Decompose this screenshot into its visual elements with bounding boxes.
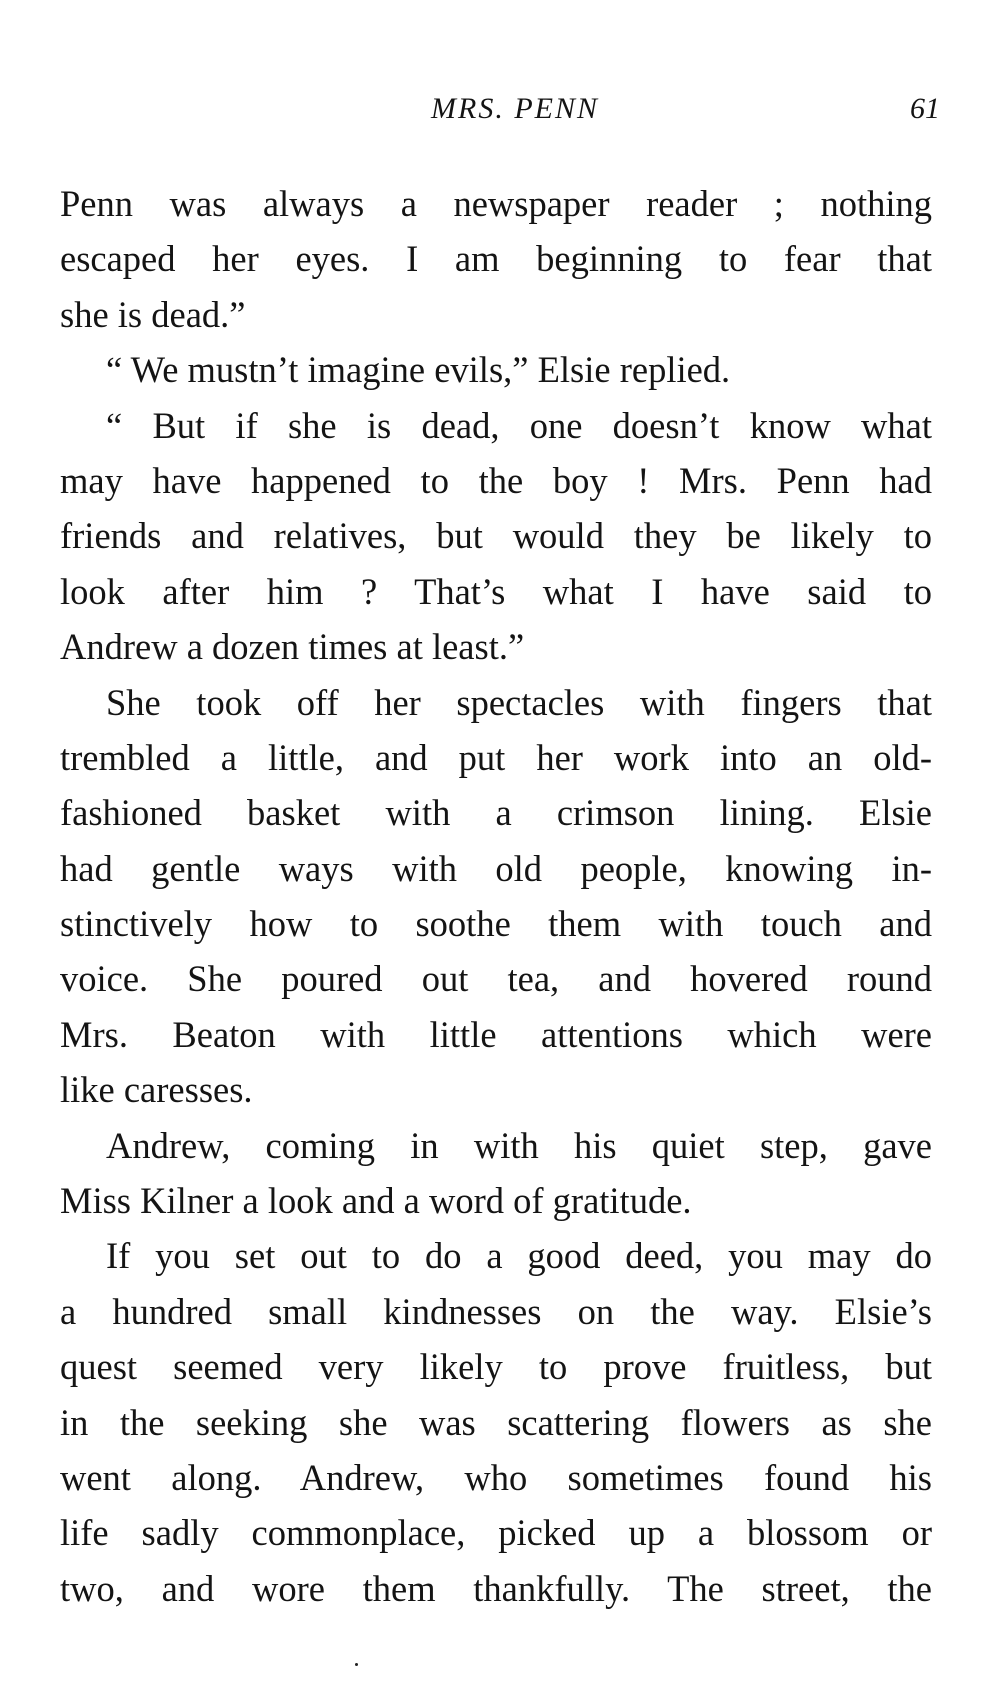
running-title: MRS. PENN — [431, 92, 599, 125]
text-line: “ But if she is dead, one doesn’t know what — [106, 404, 932, 446]
text-line: Miss Kilner a look and a word of gratitude. — [60, 1180, 692, 1222]
text-line: like caresses. — [60, 1069, 253, 1111]
text-line: Penn was always a newspaper reader ; nothing — [60, 183, 932, 224]
text-line: If you set out to do a good deed, you may do — [106, 1235, 932, 1277]
text-line: a hundred small kindnesses on the way. Elsie’s — [60, 1290, 932, 1332]
text-line: quest seemed very likely to prove fruitless, but — [60, 1346, 932, 1388]
text-line: Mrs. Beaton with little attentions which were — [60, 1013, 932, 1055]
text-line: life sadly commonplace, picked up a blossom or — [60, 1512, 932, 1554]
text-line: look after him ? That’s what I have said to — [60, 570, 932, 612]
text-line: Andrew a dozen times at least.” — [60, 626, 525, 668]
text-line: fashioned basket with a crimson lining. Elsie — [60, 792, 932, 834]
text-line: voice. She poured out tea, and hovered round — [60, 958, 932, 1000]
text-line: may have happened to the boy ! Mrs. Penn had — [60, 459, 932, 501]
text-line: escaped her eyes. I am beginning to fear that — [60, 238, 932, 280]
text-line: had gentle ways with old people, knowing in- — [60, 847, 932, 889]
body-text — [60, 176, 932, 1616]
text-line: two, and wore them thankfully. The street, the — [60, 1567, 932, 1609]
page-number: 61 — [910, 92, 940, 125]
text-line: went along. Andrew, who sometimes found his — [60, 1456, 932, 1498]
text-line: trembled a little, and put her work into an old- — [60, 736, 932, 778]
text-line: in the seeking she was scattering flowers as she — [60, 1401, 932, 1443]
text-line: friends and relatives, but would they be likely to — [60, 515, 932, 557]
text-line: stinctively how to soothe them with touch and — [60, 903, 932, 945]
text-line: She took off her spectacles with fingers that — [106, 681, 932, 723]
text-line: Andrew, coming in with his quiet step, gave — [106, 1124, 932, 1166]
text-line: she is dead.” — [60, 293, 246, 335]
page-mark — [355, 1663, 358, 1666]
text-line: “ We mustn’t imagine evils,” Elsie replied. — [106, 349, 731, 391]
